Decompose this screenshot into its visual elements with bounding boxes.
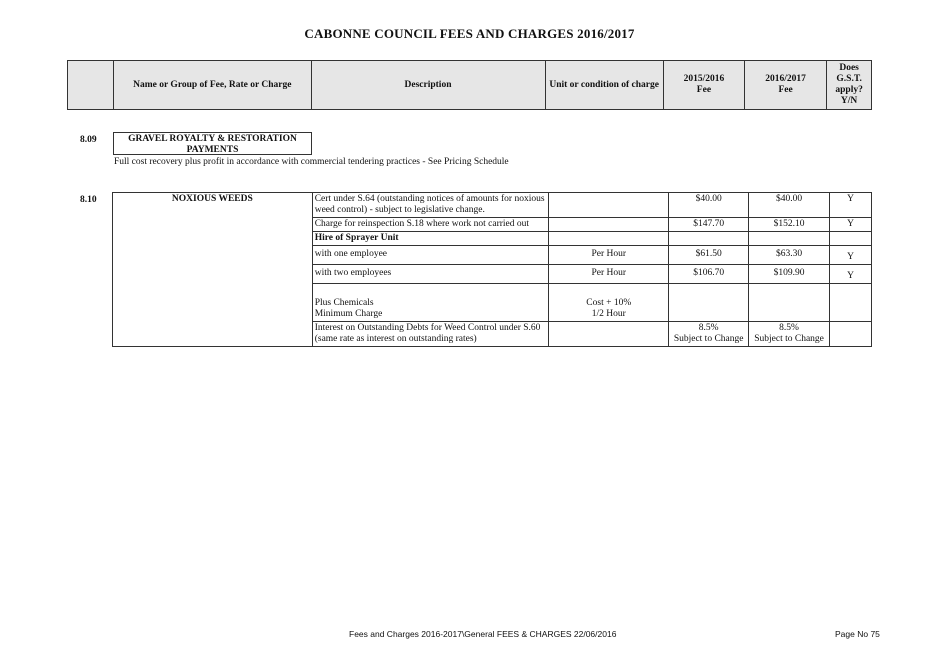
row-gst	[830, 284, 872, 322]
header-gst-line1: Does	[839, 63, 859, 73]
row-gst: Y	[830, 218, 872, 232]
row-fee-2016: $40.00	[749, 193, 830, 218]
page-title: CABONNE COUNCIL FEES AND CHARGES 2016/2017	[304, 26, 635, 41]
header-gst-line2: G.S.T.	[836, 74, 862, 84]
row-fee-2015: $147.70	[669, 218, 749, 232]
row-fee-2015-rate: 8.5%	[698, 323, 719, 333]
row-fee-2016: $63.30	[749, 246, 830, 265]
header-fee-2016	[745, 61, 827, 110]
row-description-line1: Plus Chemicals	[314, 298, 374, 308]
row-fee-2015	[669, 322, 749, 347]
header-fee-2015	[663, 61, 744, 110]
row-fee-2016	[749, 232, 830, 246]
row-description-line1: Cert under S.64 (outstanding notices of amounts for noxious	[314, 194, 545, 204]
table-row	[113, 193, 872, 218]
header-fee-2016-label: Fee	[778, 85, 793, 95]
header-name: Name or Group of Fee, Rate or Charge	[114, 61, 311, 110]
row-fee-2016: $109.90	[749, 265, 830, 284]
row-fee-2015: $61.50	[669, 246, 749, 265]
row-description	[312, 193, 549, 218]
footer-path: Fees and Charges 2016-2017\General FEES & CHARGES 22/06/2016	[349, 629, 617, 639]
row-fee-2015-note: Subject to Change	[673, 334, 744, 344]
row-description-line2: Minimum Charge	[314, 309, 383, 319]
section-810-number: 8.10	[80, 195, 97, 205]
section-809-name-line1: GRAVEL ROYALTY & RESTORATION	[128, 134, 297, 144]
row-gst	[830, 232, 872, 246]
row-fee-2016	[749, 322, 830, 347]
row-gst: Y	[830, 246, 872, 265]
section-809-name-box	[113, 132, 312, 155]
row-fee-2015	[669, 284, 749, 322]
row-fee-2015: $106.70	[669, 265, 749, 284]
column-header-table	[67, 60, 872, 110]
row-unit: Per Hour	[549, 246, 669, 265]
row-fee-2016: $152.10	[749, 218, 830, 232]
row-gst: Y	[830, 265, 872, 284]
row-fee-2016-note: Subject to Change	[754, 334, 824, 344]
header-description: Description	[311, 61, 545, 110]
row-description: Hire of Sprayer Unit	[312, 232, 549, 246]
section-810-name: NOXIOUS WEEDS	[113, 193, 313, 347]
header-unit: Unit or condition of charge	[545, 61, 663, 110]
row-description: Charge for reinspection S.18 where work not carried out	[312, 218, 549, 232]
row-description	[312, 322, 549, 347]
row-gst: Y	[830, 193, 872, 218]
row-description	[312, 284, 549, 322]
header-gst-line4: Y/N	[840, 96, 858, 106]
header-fee-2015-year: 2015/2016	[683, 74, 725, 84]
section-809-number: 8.09	[80, 135, 97, 145]
row-fee-2015: $40.00	[669, 193, 749, 218]
row-fee-2015	[669, 232, 749, 246]
row-unit	[549, 232, 669, 246]
header-gst-line3: apply?	[835, 85, 863, 95]
header-gst	[827, 61, 872, 110]
row-unit-line2: 1/2 Hour	[591, 309, 626, 319]
section-809-note: Full cost recovery plus profit in accordance with commercial tendering practices - See Pricing Schedule	[114, 157, 509, 167]
row-unit	[549, 193, 669, 218]
row-description-line2: (same rate as interest on outstanding rates)	[314, 334, 477, 344]
row-unit	[549, 218, 669, 232]
row-unit: Per Hour	[549, 265, 669, 284]
row-unit	[549, 322, 669, 347]
row-description: with one employee	[312, 246, 549, 265]
header-fee-2016-year: 2016/2017	[765, 74, 806, 84]
row-gst	[830, 322, 872, 347]
row-fee-2016	[749, 284, 830, 322]
row-unit	[549, 284, 669, 322]
row-description: with two employees	[312, 265, 549, 284]
header-blank-cell	[68, 61, 114, 110]
row-fee-2016-rate: 8.5%	[779, 323, 799, 333]
footer-page-number: Page No 75	[835, 629, 880, 639]
header-fee-2015-label: Fee	[696, 85, 712, 95]
row-unit-line1: Cost + 10%	[586, 298, 632, 308]
section-810-table	[112, 192, 872, 347]
row-description-line1: Interest on Outstanding Debts for Weed Control under S.60	[314, 323, 541, 333]
section-809-name-line2: PAYMENTS	[186, 145, 239, 155]
row-description-line2: weed control) - subject to legislative change.	[314, 205, 485, 215]
